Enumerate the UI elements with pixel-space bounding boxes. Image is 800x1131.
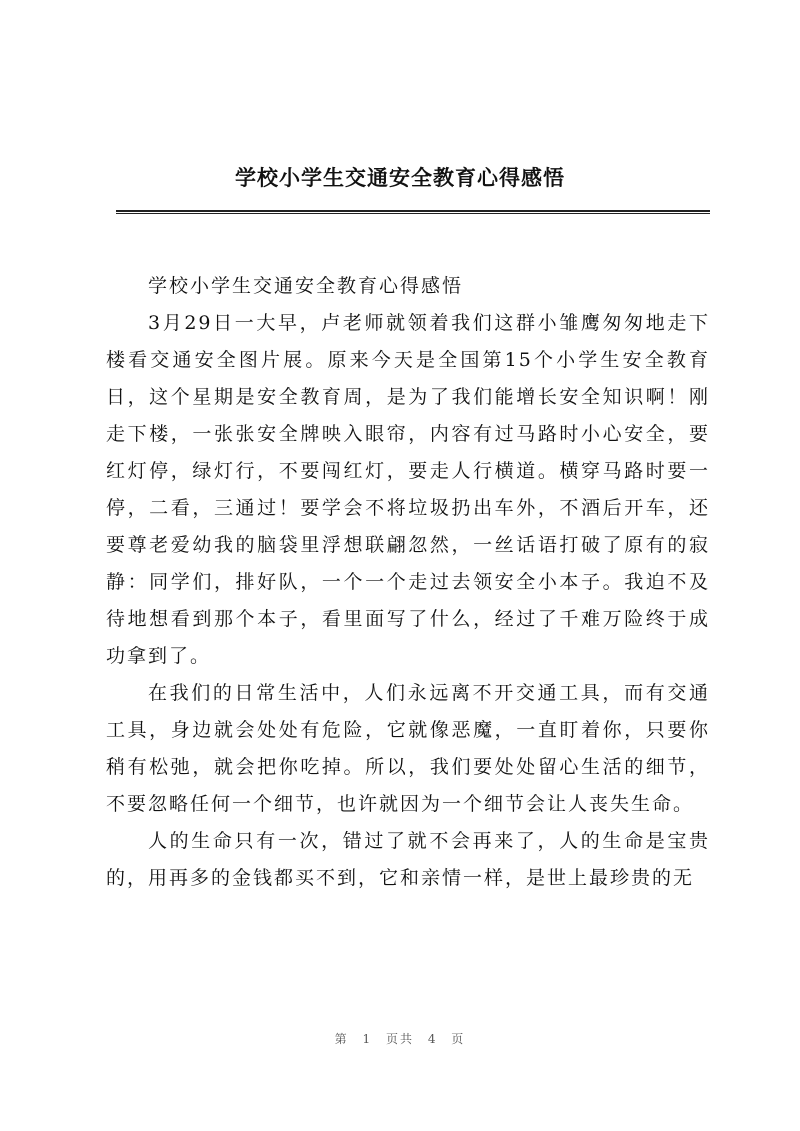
title-divider bbox=[116, 210, 710, 214]
footer-suffix: 页 bbox=[451, 1032, 466, 1046]
page-footer bbox=[0, 1030, 800, 1047]
page-title: 学校小学生交通安全教育心得感悟 bbox=[235, 165, 565, 190]
footer-current-page: 1 bbox=[362, 1032, 373, 1046]
footer-prefix: 第 bbox=[334, 1032, 349, 1046]
body-paragraph: 3月29日一大早，卢老师就领着我们这群小雏鹰匆匆地走下楼看交通安全图片展。原来今天是全国第15个小学生安全教育日，这个星期是安全教育周，是为了我们能增长安全知识啊！刚走下楼，一张张安全牌映入眼帘，内容有过马路时小心安全，要红灯停，绿灯行，不要闯红灯，要走人行横道。横穿马路时要一停，二看，三通过！要学会不将垃圾扔出车外，不酒后开车，还要尊老爱幼我的脑袋里浮想联翩忽然，一丝话语打破了原有的寂静：同学们，排好队，一个一个走过去领安全小本子。我迫不及待地想看到那个本子，看里面写了什么，经过了千难万险终于成功拿到了。 bbox=[106, 312, 710, 667]
footer-middle: 页共 bbox=[385, 1032, 414, 1046]
body-paragraph: 在我们的日常生活中，人们永远离不开交通工具，而有交通工具，身边就会处处有危险，它就像恶魔，一直盯着你，只要你稍有松弛，就会把你吃掉。所以，我们要处处留心生活的细节，不要忽略任何一个细节，也许就因为一个细节会让人丧失生命。 bbox=[106, 682, 710, 815]
document-body bbox=[106, 268, 710, 897]
footer-total-pages: 4 bbox=[427, 1032, 438, 1046]
body-paragraph: 学校小学生交通安全教育心得感悟 bbox=[148, 275, 464, 297]
body-paragraph: 人的生命只有一次，错过了就不会再来了，人的生命是宝贵的，用再多的金钱都买不到，它和亲情一样，是世上最珍贵的无 bbox=[106, 830, 710, 889]
